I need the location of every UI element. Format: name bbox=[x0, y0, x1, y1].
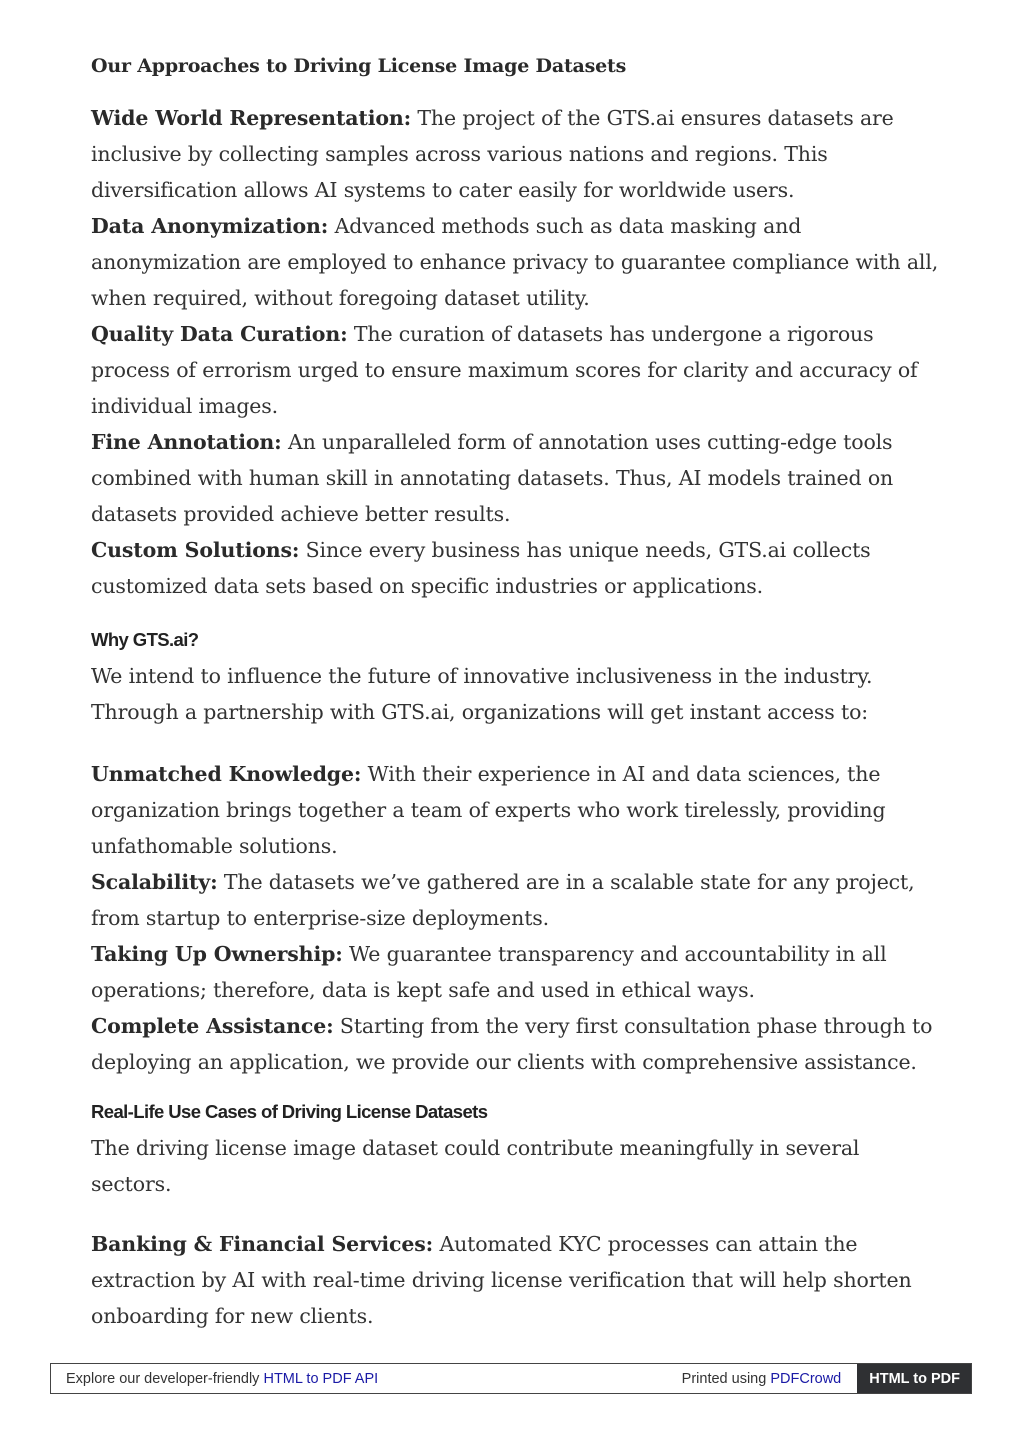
html-to-pdf-button[interactable]: HTML to PDF bbox=[857, 1364, 971, 1393]
why-item bbox=[91, 936, 941, 1008]
item-text: The curation of datasets has undergone a rigorous process of errorism urged to ensure maximum scores for clarity and accuracy of individual images. bbox=[91, 322, 918, 418]
why-item bbox=[91, 1008, 941, 1080]
item-label: Complete Assistance: bbox=[91, 1014, 334, 1038]
footer-right bbox=[682, 1371, 858, 1387]
approaches-title: Our Approaches to Driving License Image Datasets bbox=[91, 55, 627, 77]
item-label: Data Anonymization: bbox=[91, 214, 329, 238]
item-text: With their experience in AI and data sciences, the organization brings together a team of experts who work tirelessly, providing unfathomable solutions. bbox=[91, 762, 886, 858]
item-text: Starting from the very first consultation phase through to deploying an application, we provide our clients with comprehensive assistance. bbox=[91, 1014, 933, 1074]
why-intro: We intend to influence the future of innovative inclusiveness in the industry. Through a partnership with GTS.ai, organizations will get instant access to: bbox=[91, 664, 873, 724]
usecase-item bbox=[91, 1226, 941, 1334]
why-heading: Why GTS.ai? bbox=[91, 629, 199, 650]
approach-item bbox=[91, 532, 941, 604]
pdfcrowd-link[interactable]: PDFCrowd bbox=[770, 1370, 842, 1387]
item-text: We guarantee transparency and accountability in all operations; therefore, data is kept safe and used in ethical ways. bbox=[91, 942, 887, 1002]
footer-left bbox=[51, 1371, 682, 1387]
approach-item bbox=[91, 424, 941, 532]
item-label: Unmatched Knowledge: bbox=[91, 762, 362, 786]
item-text: Advanced methods such as data masking and anonymization are employed to enhance privacy to guarantee compliance with all, when required, without foregoing dataset utility. bbox=[91, 214, 939, 310]
item-text: Automated KYC processes can attain the extraction by AI with real-time driving license verification that will help shorten onboarding for new clients. bbox=[91, 1232, 912, 1328]
article-body bbox=[91, 46, 941, 1334]
footer-right-text: Printed using bbox=[681, 1370, 771, 1387]
item-text: An unparalleled form of annotation uses cutting-edge tools combined with human skill in annotating datasets. Thus, AI models trained on datasets provided achieve better results. bbox=[91, 430, 894, 526]
spacer bbox=[91, 1202, 941, 1226]
item-label: Custom Solutions: bbox=[91, 538, 300, 562]
approach-item bbox=[91, 100, 941, 208]
item-label: Taking Up Ownership: bbox=[91, 942, 343, 966]
item-label: Fine Annotation: bbox=[91, 430, 282, 454]
item-text: Since every business has unique needs, GTS.ai collects customized data sets based on specific industries or applications. bbox=[91, 538, 871, 598]
item-label: Wide World Representation: bbox=[91, 106, 412, 130]
item-label: Banking & Financial Services: bbox=[91, 1232, 434, 1256]
pdfcrowd-footer bbox=[50, 1363, 972, 1394]
item-label: Scalability: bbox=[91, 870, 218, 894]
why-item bbox=[91, 864, 941, 936]
item-text: The datasets we’ve gathered are in a scalable state for any project, from startup to enterprise-size deployments. bbox=[91, 870, 915, 930]
usecases-intro: The driving license image dataset could contribute meaningfully in several sectors. bbox=[91, 1136, 860, 1196]
item-label: Quality Data Curation: bbox=[91, 322, 348, 346]
html-to-pdf-api-link[interactable]: HTML to PDF API bbox=[263, 1370, 379, 1387]
why-item bbox=[91, 756, 941, 864]
approach-item bbox=[91, 208, 941, 316]
footer-left-text: Explore our developer-friendly bbox=[66, 1370, 264, 1387]
usecases-heading: Real-Life Use Cases of Driving License Datasets bbox=[91, 1101, 488, 1122]
item-text: The project of the GTS.ai ensures datasets are inclusive by collecting samples across various nations and regions. This diversification allows AI systems to cater easily for worldwide users. bbox=[91, 106, 894, 202]
approach-item bbox=[91, 316, 941, 424]
spacer bbox=[91, 730, 941, 756]
